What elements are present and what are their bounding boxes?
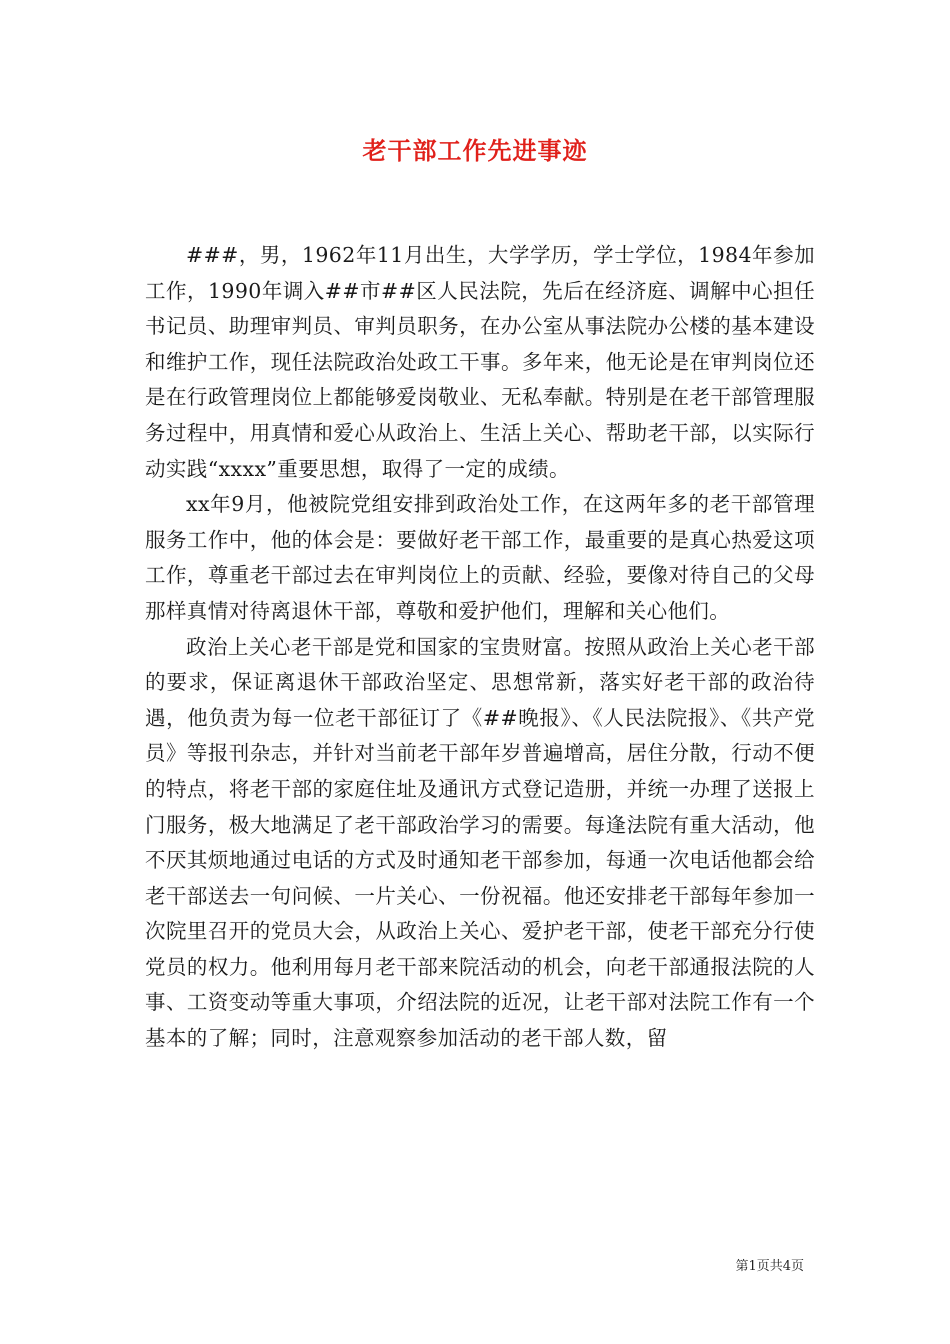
page-number-footer: 第1页共4页 <box>735 1259 804 1274</box>
paragraph-1: ###，男，1962年11月出生，大学学历，学士学位，1984年参加工作，1990年调入##市##区人民法院，先后在经济庭、调解中心担任书记员、助理审判员、审判员职务，在办公室从事法院办公楼的基本建设和维护工作，现任法院政治处政工干事。多年来，他无论是在审判岗位还是在行政管理岗位上都能够爱岗敬业、无私奉献。特别是在老干部管理服务过程中，用真情和爱心从政治上、生活上关心、帮助老干部，以实际行动实践“xxxx”重要思想，取得了一定的成绩。 <box>145 243 815 481</box>
paragraph-3: 政治上关心老干部是党和国家的宝贵财富。按照从政治上关心老干部的要求，保证离退休干部政治坚定、思想常新，落实好老干部的政治待遇，他负责为每一位老干部征订了《##晚报》、《人民法院报》、《共产党员》等报刊杂志，并针对当前老干部年岁普遍增高，居住分散，行动不便的特点，将老干部的家庭住址及通讯方式登记造册，并统一办理了送报上门服务，极大地满足了老干部政治学习的需要。每逢法院有重大活动，他不厌其烦地通过电话的方式及时通知老干部参加，每通一次电话他都会给老干部送去一句问候、一片关心、一份祝福。他还安排老干部每年参加一次院里召开的党员大会，从政治上关心、爱护老干部，使老干部充分行使党员的权力。他利用每月老干部来院活动的机会，向老干部通报法院的人事、工资变动等重大事项，介绍法院的近况，让老干部对法院工作有一个基本的了解；同时，注意观察参加活动的老干部人数，留 <box>145 634 815 1051</box>
paragraph-2: xx年9月，他被院党组安排到政治处工作，在这两年多的老干部管理服务工作中，他的体会是：要做好老干部工作，最重要的是真心热爱这项工作，尊重老干部过去在审判岗位上的贡献、经验，要像对待自己的父母那样真情对待离退休干部，尊敬和爱护他们，理解和关心他们。 <box>145 492 815 623</box>
document-body <box>145 238 815 1057</box>
document-title: 老干部工作先进事迹 <box>362 136 588 165</box>
